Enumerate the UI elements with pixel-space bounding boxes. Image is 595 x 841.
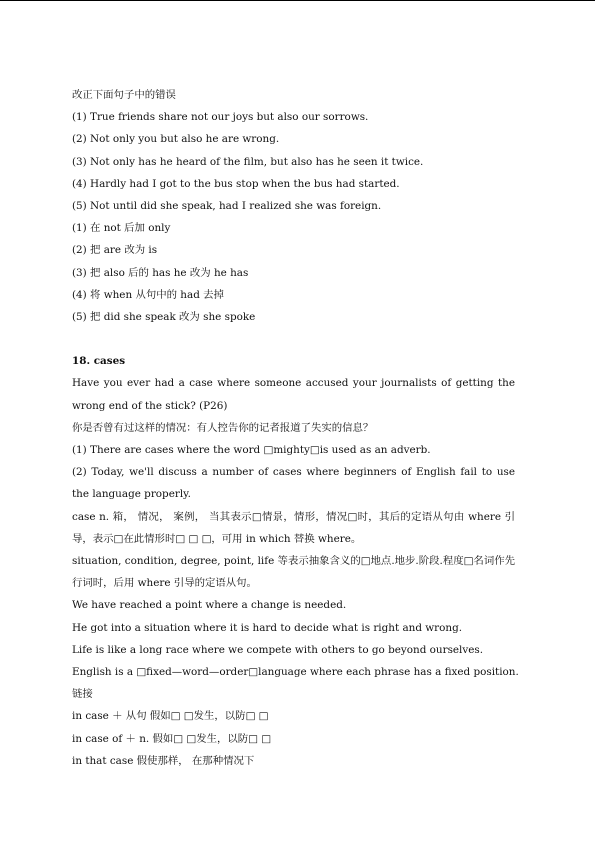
exercise-sentence-2: (2) Not only you but also he are wrong. [72, 133, 280, 146]
top-rule [0, 0, 595, 1]
example-1: (1) There are cases where the word □mighty□is used as an adverb. [72, 444, 431, 457]
phrase-in-case: in case ＋ 从句 假如□ □发生，以防□ □ [72, 710, 269, 723]
exercise-title: 改正下面句子中的错误 [72, 89, 176, 101]
section-heading: 18. cases [72, 355, 126, 368]
exercise-sentence-3: (3) Not only has he heard of the film, but also has he seen it twice. [72, 155, 424, 168]
example-point: We have reached a point where a change is needed. [72, 599, 347, 612]
exercise-answer-3: (3) 把 also 后的 has he 改为 he has [72, 266, 249, 279]
link-label: 链接 [72, 688, 93, 701]
exercise-answer-5: (5) 把 did she speak 改为 she spoke [72, 311, 256, 324]
case-definition: case n. 箱， 情况， 案例， 当其表示□情景，情形，情况□时，其后的定语从句由 where 引导，表示□在此情形时□ □ □，可用 in which 替换 where。 [72, 510, 515, 545]
phrase-in-case-of: in case of ＋ n. 假如□ □发生，以防□ □ [72, 732, 272, 745]
exercise-answer-2: (2) 把 are 改为 is [72, 244, 158, 257]
exercise-sentence-1: (1) True friends share not our joys but also our sorrows. [72, 111, 369, 124]
exercise-sentence-4: (4) Hardly had I got to the bus stop when the bus had started. [72, 177, 400, 190]
exercise-answer-1: (1) 在 not 后加 only [72, 222, 171, 235]
antecedent-note: situation, condition, degree, point, life 等表示抽象含义的□地点.地步.阶段.程度□名词作先行词时，后用 where 引导的定语从句。 [72, 555, 515, 590]
example-english: English is a □fixed—word—order□language where each phrase has a fixed position. [72, 666, 519, 679]
example-situation: He got into a situation where it is hard to decide what is right and wrong. [72, 621, 463, 634]
example-2: (2) Today, we'll discuss a number of cases where beginners of English fail to use the language properly. [72, 466, 515, 501]
exercise-answer-4: (4) 将 when 从句中的 had 去掉 [72, 288, 224, 301]
document-body [72, 84, 519, 772]
example-life: Life is like a long race where we compete with others to go beyond ourselves. [72, 643, 484, 656]
section-gap [72, 328, 515, 350]
example-sentence: Have you ever had a case where someone accused your journalists of getting the wrong end of the stick? (P26) [72, 377, 515, 412]
exercise-sentence-5: (5) Not until did she speak, had I realized she was foreign. [72, 200, 382, 213]
example-translation: 你是否曾有过这样的情况：有人控告你的记者报道了失实的信息？ [72, 421, 374, 434]
phrase-in-that-case: in that case 假使那样， 在那种情况下 [72, 754, 255, 767]
